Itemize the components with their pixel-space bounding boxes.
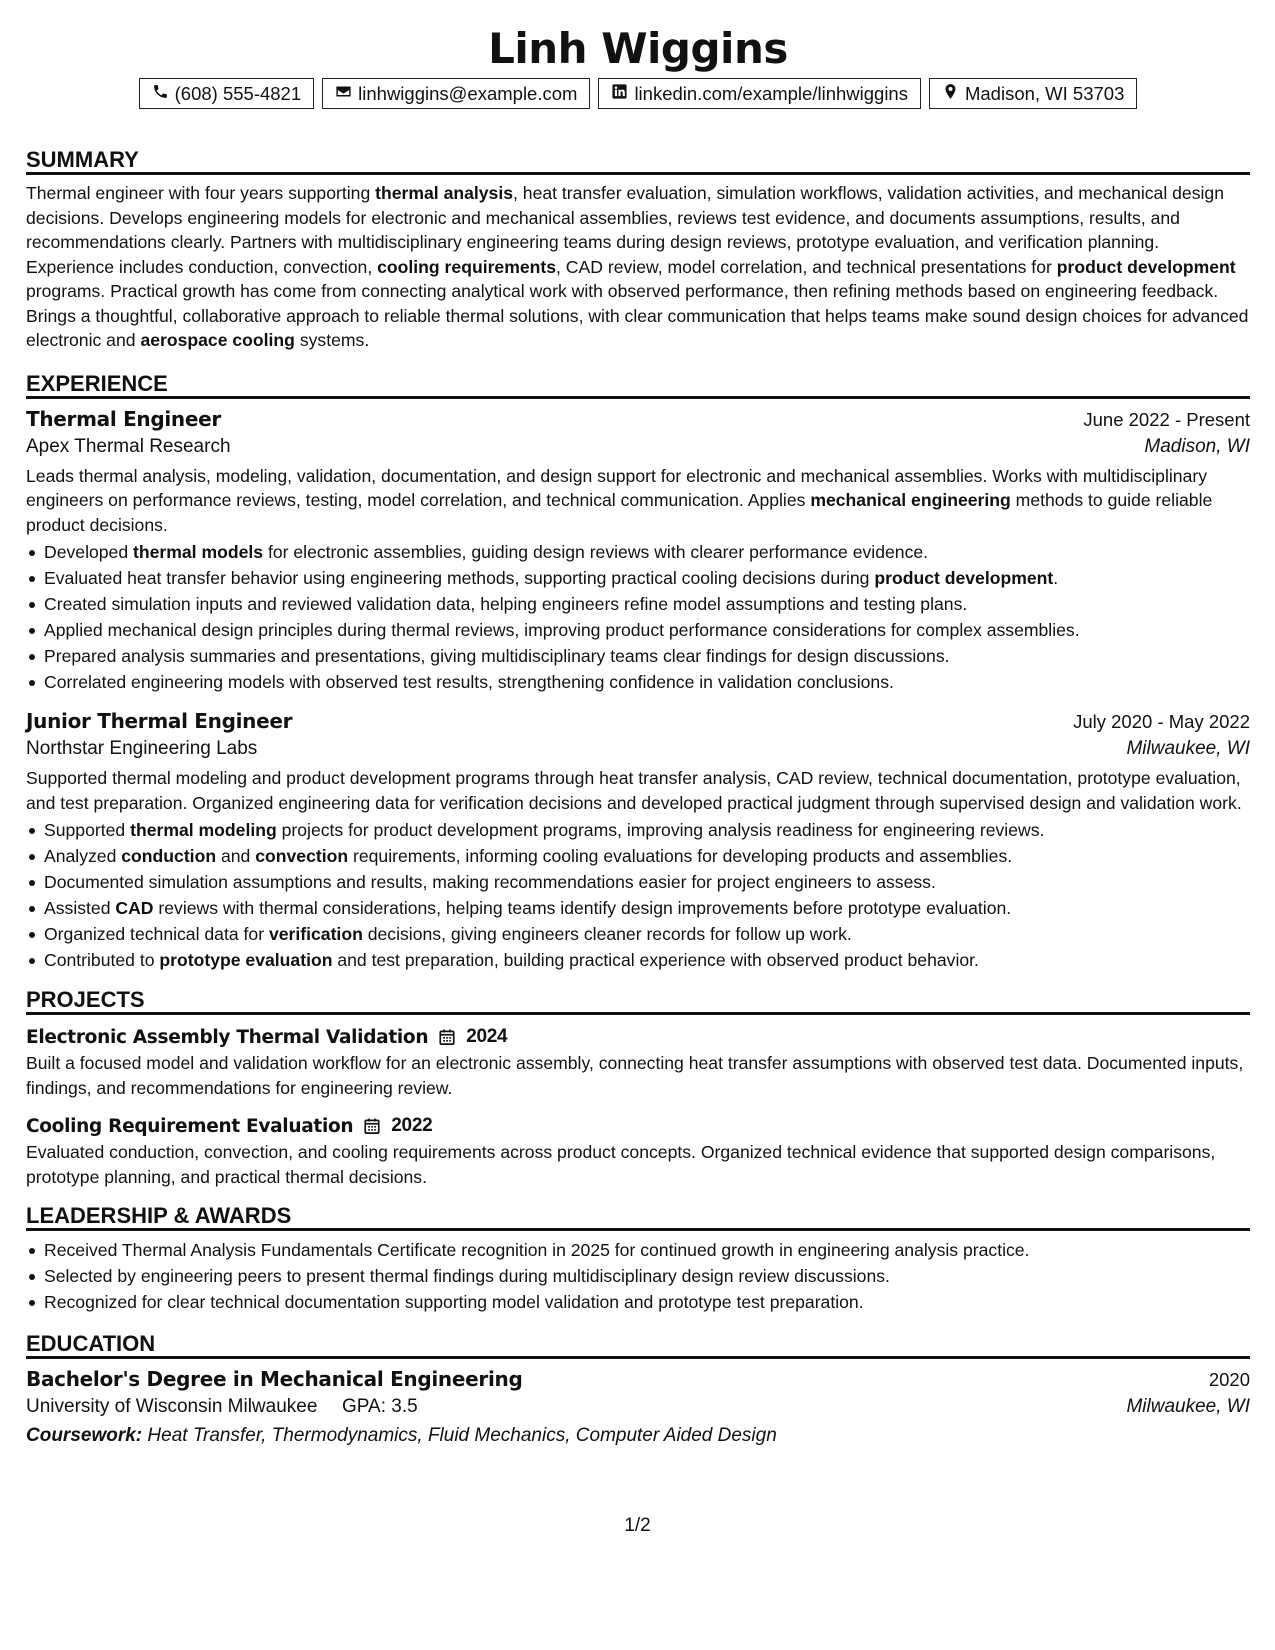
list-item: Documented simulation assumptions and results, making recommendations easier for project engineers to assess. [26, 869, 1250, 895]
job-dates: July 2020 - May 2022 [1073, 711, 1250, 732]
phone-icon [152, 83, 169, 105]
job-location: Madison, WI [1144, 435, 1250, 457]
section-title-projects: PROJECTS [26, 985, 1250, 1015]
contact-linkedin[interactable] [598, 78, 921, 109]
list-item: Organized technical data for verification decisions, giving engineers cleaner records for follow up work. [26, 921, 1250, 947]
project-name: Cooling Requirement Evaluation [26, 1115, 354, 1137]
job-title: Junior Thermal Engineer [26, 709, 293, 733]
projects-section [26, 985, 1250, 1189]
experience-section [26, 369, 1250, 974]
section-title-experience: EXPERIENCE [26, 369, 1250, 399]
job-company: Apex Thermal Research [26, 435, 231, 457]
project-description: Built a focused model and validation workflow for an electronic assembly, connecting heat transfer assumptions with observed test data. Documented inputs, findings, and recommendations for engineering review. [26, 1053, 1244, 1098]
leadership-list [26, 1237, 1250, 1315]
page-number: 1/2 [624, 1515, 651, 1536]
list-item: Prepared analysis summaries and presentations, giving multidisciplinary teams clear findings for design discussions. [26, 643, 1250, 669]
education-section [26, 1329, 1250, 1449]
candidate-name: Linh Wiggins [488, 24, 788, 73]
contact-location-text: Madison, WI 53703 [964, 82, 1125, 104]
job-company: Northstar Engineering Labs [26, 738, 258, 759]
section-title-education: EDUCATION [26, 1329, 1250, 1359]
education-header [26, 1367, 1250, 1391]
contact-email-text: linhwiggins@example.com [358, 82, 578, 104]
education-location: Milwaukee, WI [1126, 1396, 1250, 1417]
calendar-icon [438, 1028, 456, 1046]
job-header [26, 407, 1250, 431]
education-degree: Bachelor's Degree in Mechanical Engineering [26, 1367, 523, 1391]
list-item: Recognized for clear technical documentation supporting model validation and prototype test preparation. [26, 1289, 1250, 1315]
education-subheader [26, 1396, 1250, 1418]
job-title: Thermal Engineer [26, 406, 221, 431]
list-item: Selected by engineering peers to present thermal findings during multidisciplinary design review discussions. [26, 1263, 1250, 1289]
summary-section [26, 145, 1250, 353]
contact-phone[interactable] [139, 78, 315, 109]
calendar-icon [363, 1117, 381, 1135]
education-coursework [26, 1424, 1250, 1449]
list-item: Created simulation inputs and reviewed validation data, helping engineers refine model assumptions and testing plans. [26, 591, 1250, 617]
list-item: Supported thermal modeling projects for product development programs, improving analysis readiness for engineering reviews. [26, 817, 1250, 843]
list-item: Contributed to prototype evaluation and test preparation, building practical experience with observed product behavior. [26, 947, 1250, 973]
job-header [26, 709, 1250, 733]
envelope-icon [335, 83, 352, 105]
list-item: Received Thermal Analysis Fundamentals Certificate recognition in 2025 for continued growth in engineering analysis practice. [26, 1237, 1250, 1263]
contact-phone-text: (608) 555-4821 [174, 82, 302, 104]
linkedin-icon [611, 83, 628, 105]
job-subheader [26, 436, 1250, 458]
coursework-label: Coursework: [26, 1425, 143, 1446]
section-title-leadership: LEADERSHIP & AWARDS [26, 1201, 1250, 1231]
contact-email[interactable] [322, 78, 590, 109]
list-item: Developed thermal models for electronic assemblies, guiding design reviews with clearer performance evidence. [26, 539, 1250, 565]
list-item: Assisted CAD reviews with thermal considerations, helping teams identify design improvements before prototype evaluation. [26, 895, 1250, 921]
project-year: 2024 [466, 1026, 508, 1047]
project-name: Electronic Assembly Thermal Validation [26, 1026, 429, 1048]
contact-location[interactable] [929, 78, 1137, 109]
contact-bar [26, 78, 1250, 109]
list-item: Evaluated heat transfer behavior using engineering methods, supporting practical cooling decisions during product development. [26, 565, 1250, 591]
job-bullets [26, 817, 1250, 973]
job-subheader [26, 738, 1250, 760]
project-entry [26, 1023, 1250, 1100]
contact-linkedin-text: linkedin.com/example/linhwiggins [634, 82, 908, 104]
job-entry [26, 709, 1250, 973]
job-description: Leads thermal analysis, modeling, validation, documentation, and design support for electronic and mechanical assemblies. Works with multidisciplinary engineers on performance reviews, testing, model correlation, and technical communication. Applies mechanical engineering methods to guide reliable product decisions. [26, 465, 1213, 535]
list-item: Correlated engineering models with observed test results, strengthening confidence in validation conclusions. [26, 669, 1250, 695]
list-item: Applied mechanical design principles during thermal reviews, improving product performance considerations for complex assemblies. [26, 617, 1250, 643]
project-year: 2022 [391, 1115, 433, 1136]
job-dates: June 2022 - Present [1083, 408, 1250, 430]
project-header [26, 1023, 1250, 1051]
section-title-summary: SUMMARY [26, 145, 1250, 175]
education-year: 2020 [1208, 1369, 1250, 1390]
education-gpa: GPA: 3.5 [341, 1396, 418, 1417]
leadership-section [26, 1201, 1250, 1315]
job-entry [26, 407, 1250, 696]
list-item: Analyzed conduction and convection requirements, informing cooling evaluations for developing products and assemblies. [26, 843, 1250, 869]
project-entry [26, 1112, 1250, 1189]
resume-page [26, 0, 1250, 1449]
job-location: Milwaukee, WI [1126, 738, 1250, 759]
education-school: University of Wisconsin Milwaukee [26, 1396, 318, 1417]
project-description: Evaluated conduction, convection, and cooling requirements across product concepts. Organized technical evidence that supported design comparisons, prototype planning, and practical thermal decisions. [26, 1142, 1216, 1187]
job-description: Supported thermal modeling and product development programs through heat transfer analysis, CAD review, technical documentation, prototype evaluation, and test preparation. Organized engineering data for verification decisions and developed practical judgment through supervised design and validation work. [26, 768, 1242, 813]
job-bullets [26, 539, 1250, 695]
coursework-list: Heat Transfer, Thermodynamics, Fluid Mechanics, Computer Aided Design [147, 1425, 777, 1446]
project-header [26, 1112, 1250, 1140]
map-pin-icon [942, 83, 959, 105]
summary-text: Thermal engineer with four years supporting thermal analysis, heat transfer evaluation, simulation workflows, validation activities, and mechanical design decisions. Develops engineering models for electronic and mechanical assemblies, reviews test evidence, and documents assumptions, results, and recommendations clearly. Partners with multidisciplinary engineering teams during design reviews, prototype evaluation, and verification planning. Experience includes conduction, convection, cooling requirements, CAD review, model correlation, and technical presentations for product development programs. Practical growth has come from connecting analytical work with observed performance, then refining methods based on engineering feedback. Brings a thoughtful, collaborative approach to reliable thermal solutions, with clear communication that helps teams make sound design choices for advanced electronic and aerospace cooling systems. [26, 183, 1249, 350]
